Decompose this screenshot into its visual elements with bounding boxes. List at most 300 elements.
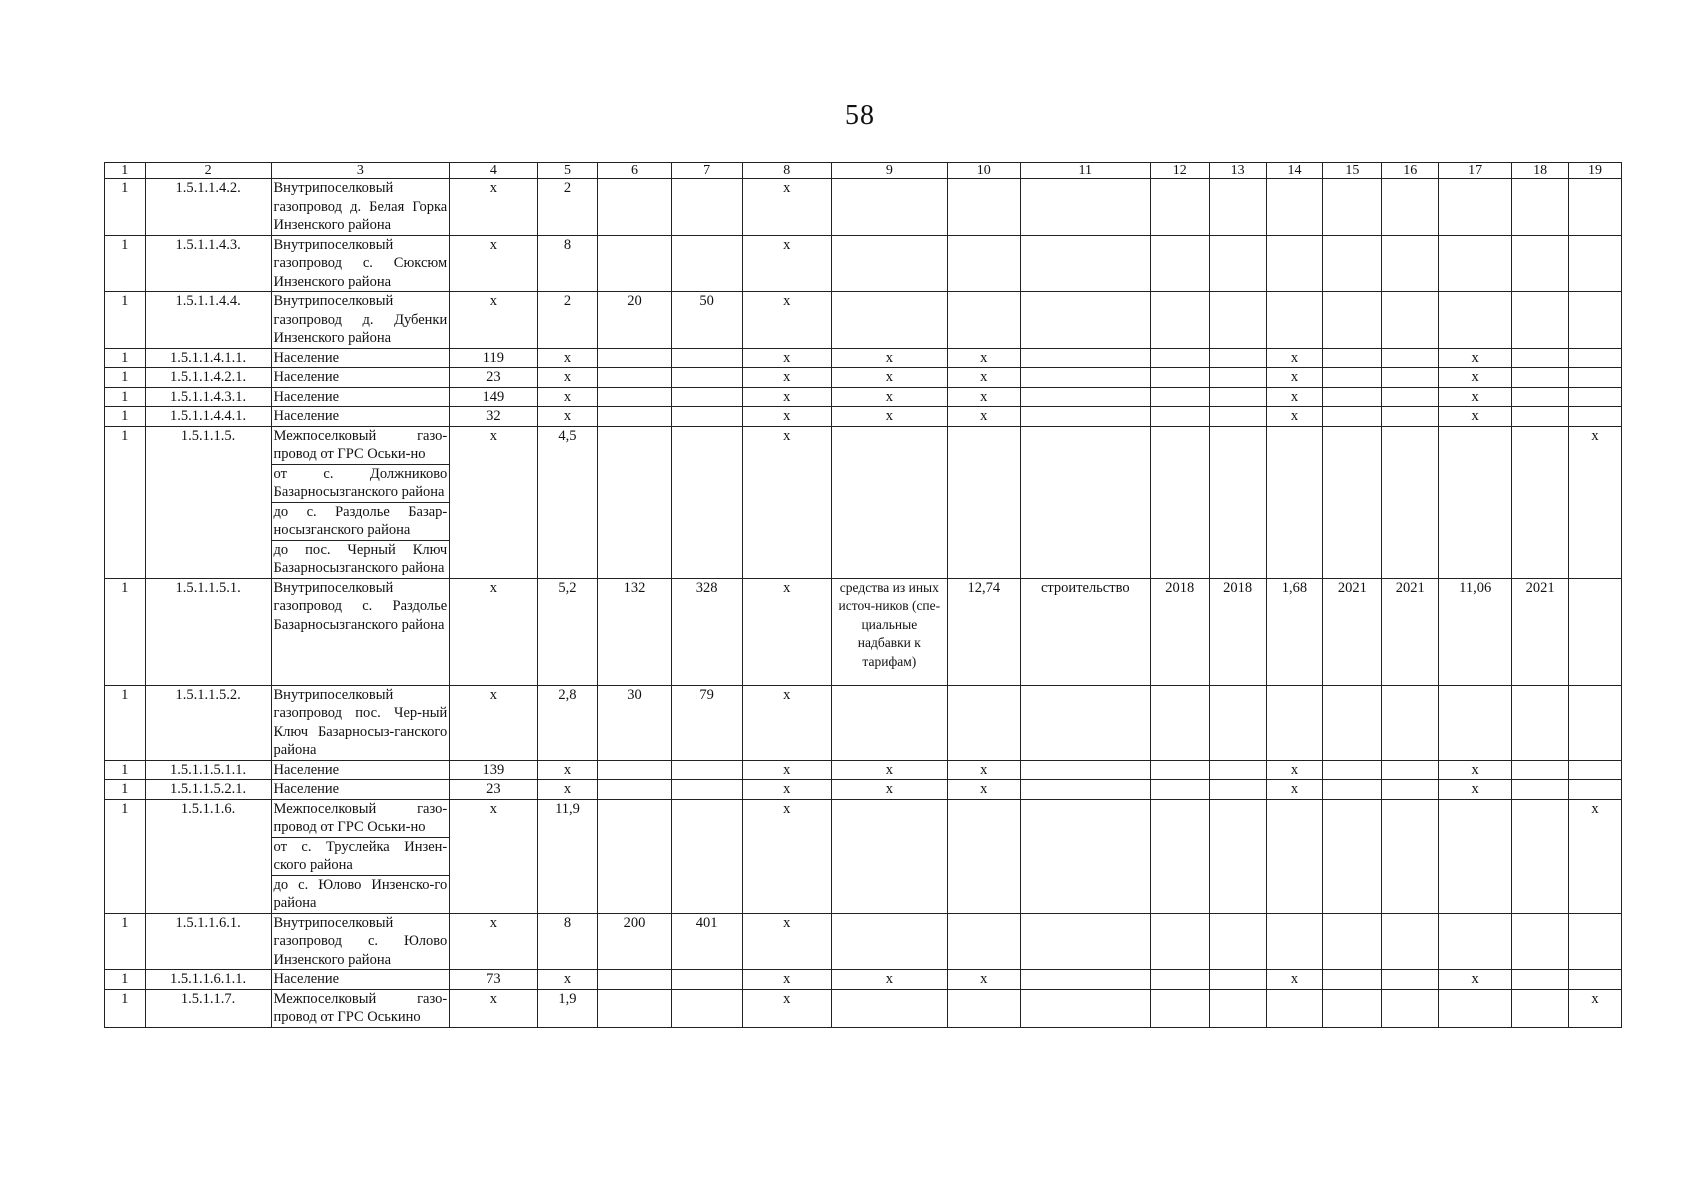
value-cell-col-19: x [1569,989,1622,1027]
value-cell-col-10 [947,685,1020,760]
item-code-cell: 1.5.1.1.7. [145,989,271,1027]
column-number-cell: 5 [537,163,598,179]
value-cell-col-11 [1020,780,1150,800]
column-number-cell: 1 [105,163,146,179]
value-cell-col-10: x [947,387,1020,407]
value-cell-col-8: x [742,348,831,368]
value-cell-col-14: x [1266,970,1323,990]
value-cell-col-16 [1382,407,1439,427]
table-row [105,179,1622,236]
value-cell-col-11 [1020,685,1150,760]
value-cell-col-15 [1323,970,1382,990]
value-cell-col-8: x [742,989,831,1027]
table-row [105,387,1622,407]
value-cell-col-10: x [947,368,1020,388]
column-number-cell: 9 [831,163,947,179]
value-cell-col-18 [1512,989,1569,1027]
item-name-cell: Население [271,368,450,388]
value-cell-col-18 [1512,387,1569,407]
value-cell-col-17: x [1439,387,1512,407]
value-cell-col-17: x [1439,780,1512,800]
value-cell-col-16 [1382,179,1439,236]
column-number-cell: 15 [1323,163,1382,179]
value-cell-col-8: x [742,799,831,913]
value-cell-col-9 [831,292,947,349]
value-cell-col-12 [1150,348,1209,368]
value-cell-col-16 [1382,760,1439,780]
value-cell-col-1: 1 [105,578,146,685]
value-cell-col-8: x [742,179,831,236]
value-cell-col-6: 132 [598,578,671,685]
value-cell-col-12 [1150,407,1209,427]
value-cell-col-8: x [742,913,831,970]
value-cell-col-19 [1569,292,1622,349]
value-cell-col-5: x [537,348,598,368]
value-cell-col-5: x [537,780,598,800]
table-row [105,780,1622,800]
value-cell-col-13 [1209,179,1266,236]
value-cell-col-17: x [1439,407,1512,427]
value-cell-col-19 [1569,578,1622,685]
item-code-cell: 1.5.1.1.5.2. [145,685,271,760]
value-cell-col-13 [1209,235,1266,292]
value-cell-col-16 [1382,989,1439,1027]
value-cell-col-17: x [1439,970,1512,990]
value-cell-col-17 [1439,179,1512,236]
value-cell-col-10 [947,292,1020,349]
table-row [105,799,1622,837]
value-cell-col-9 [831,235,947,292]
value-cell-col-1: 1 [105,407,146,427]
value-cell-col-4: x [450,179,537,236]
value-cell-col-14: x [1266,368,1323,388]
value-cell-col-1: 1 [105,179,146,236]
value-cell-col-19 [1569,179,1622,236]
value-cell-col-7 [671,760,742,780]
value-cell-col-15 [1323,780,1382,800]
value-cell-col-18 [1512,913,1569,970]
value-cell-col-13 [1209,685,1266,760]
value-cell-col-17 [1439,913,1512,970]
value-cell-col-14 [1266,799,1323,913]
item-name-cell: Межпоселковый газо-провод от ГРС Оськино [271,989,450,1027]
value-cell-col-4: 139 [450,760,537,780]
value-cell-col-14: x [1266,780,1323,800]
value-cell-col-18 [1512,426,1569,578]
value-cell-col-13 [1209,348,1266,368]
value-cell-col-15 [1323,235,1382,292]
item-code-cell: 1.5.1.1.4.2.1. [145,368,271,388]
value-cell-col-4: 73 [450,970,537,990]
value-cell-col-5: 11,9 [537,799,598,913]
value-cell-col-11 [1020,913,1150,970]
value-cell-col-8: x [742,578,831,685]
value-cell-col-14 [1266,235,1323,292]
value-cell-col-6 [598,235,671,292]
route-segment-cell: от с. Должниково Базарносызганского района [271,464,450,502]
item-code-cell: 1.5.1.1.5. [145,426,271,578]
value-cell-col-10: x [947,760,1020,780]
value-cell-col-5: 2,8 [537,685,598,760]
value-cell-col-1: 1 [105,799,146,913]
value-cell-col-15 [1323,426,1382,578]
value-cell-col-7 [671,348,742,368]
value-cell-col-12 [1150,780,1209,800]
value-cell-col-7 [671,970,742,990]
column-number-cell: 16 [1382,163,1439,179]
value-cell-col-9 [831,799,947,913]
item-name-cell: Население [271,348,450,368]
value-cell-col-15 [1323,799,1382,913]
value-cell-col-13 [1209,970,1266,990]
value-cell-col-8: x [742,426,831,578]
value-cell-col-17: x [1439,368,1512,388]
table-row [105,407,1622,427]
value-cell-col-7 [671,387,742,407]
item-name-cell: Население [271,760,450,780]
value-cell-col-10 [947,179,1020,236]
value-cell-col-11 [1020,368,1150,388]
value-cell-col-9: x [831,780,947,800]
value-cell-col-18 [1512,179,1569,236]
value-cell-col-18: 2021 [1512,578,1569,685]
value-cell-col-10 [947,426,1020,578]
value-cell-col-9 [831,989,947,1027]
value-cell-col-8: x [742,760,831,780]
value-cell-col-4: x [450,799,537,913]
value-cell-col-13 [1209,760,1266,780]
value-cell-col-10 [947,235,1020,292]
item-code-cell: 1.5.1.1.4.3.1. [145,387,271,407]
value-cell-col-12 [1150,426,1209,578]
value-cell-col-5: 5,2 [537,578,598,685]
value-cell-col-17 [1439,235,1512,292]
value-cell-col-9: x [831,387,947,407]
value-cell-col-5: x [537,970,598,990]
value-cell-col-19 [1569,780,1622,800]
value-cell-col-12 [1150,760,1209,780]
value-cell-col-11 [1020,970,1150,990]
value-cell-col-16 [1382,799,1439,913]
column-number-cell: 4 [450,163,537,179]
column-number-cell: 8 [742,163,831,179]
value-cell-col-8: x [742,387,831,407]
value-cell-col-5: 8 [537,913,598,970]
value-cell-col-12 [1150,989,1209,1027]
value-cell-col-11 [1020,760,1150,780]
value-cell-col-14 [1266,913,1323,970]
item-name-cell: Население [271,387,450,407]
value-cell-col-12 [1150,179,1209,236]
value-cell-col-1: 1 [105,685,146,760]
value-cell-col-4: x [450,426,537,578]
value-cell-col-8: x [742,780,831,800]
value-cell-col-9: x [831,348,947,368]
value-cell-col-18 [1512,760,1569,780]
value-cell-col-14 [1266,426,1323,578]
value-cell-col-7 [671,407,742,427]
value-cell-col-5: 8 [537,235,598,292]
value-cell-col-14: x [1266,387,1323,407]
value-cell-col-4: 23 [450,368,537,388]
value-cell-col-8: x [742,292,831,349]
value-cell-col-12: 2018 [1150,578,1209,685]
value-cell-col-6 [598,780,671,800]
value-cell-col-7 [671,179,742,236]
value-cell-col-6: 30 [598,685,671,760]
table-row [105,578,1622,685]
value-cell-col-16 [1382,292,1439,349]
value-cell-col-6 [598,407,671,427]
value-cell-col-19 [1569,970,1622,990]
column-number-cell: 11 [1020,163,1150,179]
value-cell-col-12 [1150,292,1209,349]
value-cell-col-1: 1 [105,387,146,407]
value-cell-col-19 [1569,368,1622,388]
value-cell-col-9 [831,685,947,760]
value-cell-col-4: x [450,235,537,292]
value-cell-col-12 [1150,799,1209,913]
value-cell-col-8: x [742,368,831,388]
value-cell-col-18 [1512,368,1569,388]
value-cell-col-16 [1382,426,1439,578]
value-cell-col-11 [1020,348,1150,368]
value-cell-col-16 [1382,685,1439,760]
value-cell-col-10: x [947,780,1020,800]
value-cell-col-6 [598,387,671,407]
value-cell-col-15 [1323,760,1382,780]
value-cell-col-16 [1382,368,1439,388]
value-cell-col-7 [671,426,742,578]
table-row [105,426,1622,464]
value-cell-col-13: 2018 [1209,578,1266,685]
value-cell-col-6 [598,179,671,236]
value-cell-col-17: x [1439,348,1512,368]
item-code-cell: 1.5.1.1.4.3. [145,235,271,292]
value-cell-col-10: x [947,970,1020,990]
value-cell-col-6 [598,799,671,913]
value-cell-col-5: x [537,387,598,407]
value-cell-col-6 [598,348,671,368]
item-name-cell: Внутрипоселковый газопровод с. Сюксюм Инзенского района [271,235,450,292]
table-row [105,368,1622,388]
value-cell-col-15 [1323,348,1382,368]
value-cell-col-12 [1150,368,1209,388]
value-cell-col-8: x [742,407,831,427]
value-cell-col-1: 1 [105,913,146,970]
table-row [105,970,1622,990]
value-cell-col-16 [1382,970,1439,990]
item-name-cell: Внутрипоселковый газопровод д. Дубенки Инзенского района [271,292,450,349]
route-segment-cell: до пос. Черный Ключ Базарносызганского района [271,540,450,578]
value-cell-col-6 [598,368,671,388]
column-number-cell: 10 [947,163,1020,179]
value-cell-col-4: 23 [450,780,537,800]
value-cell-col-14 [1266,179,1323,236]
value-cell-col-18 [1512,407,1569,427]
value-cell-col-1: 1 [105,780,146,800]
value-cell-col-19 [1569,760,1622,780]
value-cell-col-14 [1266,989,1323,1027]
value-cell-col-17: x [1439,760,1512,780]
value-cell-col-9: x [831,368,947,388]
item-name-cell: Внутрипоселковый газопровод пос. Чер-ный Ключ Базарносыз-ганского района [271,685,450,760]
item-name-cell: Внутрипоселковый газопровод с. Раздолье Базарносызганского района [271,578,450,685]
column-number-cell: 12 [1150,163,1209,179]
route-segment-cell: до с. Раздолье Базар-носызганского района [271,502,450,540]
item-name-cell: Население [271,780,450,800]
item-code-cell: 1.5.1.1.4.4. [145,292,271,349]
value-cell-col-18 [1512,780,1569,800]
value-cell-col-17 [1439,685,1512,760]
table-row [105,292,1622,349]
value-cell-col-16 [1382,387,1439,407]
value-cell-col-15 [1323,368,1382,388]
value-cell-col-1: 1 [105,235,146,292]
value-cell-col-19 [1569,387,1622,407]
value-cell-col-1: 1 [105,760,146,780]
value-cell-col-6 [598,970,671,990]
value-cell-col-12 [1150,685,1209,760]
value-cell-col-11 [1020,292,1150,349]
value-cell-col-13 [1209,407,1266,427]
value-cell-col-1: 1 [105,970,146,990]
column-number-cell: 2 [145,163,271,179]
value-cell-col-4: 119 [450,348,537,368]
item-code-cell: 1.5.1.1.4.4.1. [145,407,271,427]
item-name-cell: Население [271,407,450,427]
value-cell-col-16: 2021 [1382,578,1439,685]
table-row [105,913,1622,970]
value-cell-col-11 [1020,235,1150,292]
table-row [105,348,1622,368]
item-code-cell: 1.5.1.1.6. [145,799,271,913]
item-code-cell: 1.5.1.1.5.1. [145,578,271,685]
value-cell-col-12 [1150,235,1209,292]
value-cell-col-7 [671,799,742,913]
value-cell-col-5: x [537,760,598,780]
value-cell-col-14: 1,68 [1266,578,1323,685]
value-cell-col-12 [1150,913,1209,970]
value-cell-col-14: x [1266,348,1323,368]
value-cell-col-7: 79 [671,685,742,760]
value-cell-col-8: x [742,235,831,292]
item-code-cell: 1.5.1.1.5.2.1. [145,780,271,800]
value-cell-col-13 [1209,368,1266,388]
value-cell-col-10: 12,74 [947,578,1020,685]
value-cell-col-5: 4,5 [537,426,598,578]
value-cell-col-9: x [831,407,947,427]
value-cell-col-9 [831,179,947,236]
item-code-cell: 1.5.1.1.6.1.1. [145,970,271,990]
value-cell-col-9: x [831,970,947,990]
value-cell-col-15 [1323,179,1382,236]
column-number-row [105,163,1622,179]
value-cell-col-16 [1382,235,1439,292]
value-cell-col-7: 50 [671,292,742,349]
value-cell-col-11 [1020,407,1150,427]
value-cell-col-10: x [947,348,1020,368]
value-cell-col-12 [1150,387,1209,407]
value-cell-col-18 [1512,970,1569,990]
item-code-cell: 1.5.1.1.5.1.1. [145,760,271,780]
value-cell-col-19 [1569,235,1622,292]
value-cell-col-14: x [1266,760,1323,780]
value-cell-col-14: x [1266,407,1323,427]
value-cell-col-7 [671,235,742,292]
value-cell-col-4: 32 [450,407,537,427]
value-cell-col-9 [831,913,947,970]
value-cell-col-10: x [947,407,1020,427]
value-cell-col-9 [831,426,947,578]
value-cell-col-13 [1209,780,1266,800]
value-cell-col-11 [1020,989,1150,1027]
value-cell-col-13 [1209,799,1266,913]
page-number: 58 [845,100,875,131]
item-code-cell: 1.5.1.1.6.1. [145,913,271,970]
value-cell-col-1: 1 [105,348,146,368]
value-cell-col-13 [1209,913,1266,970]
value-cell-col-5: x [537,407,598,427]
value-cell-col-9: средства из иных источ-ников (спе-циальные надбавки к тарифам) [831,578,947,685]
value-cell-col-18 [1512,799,1569,913]
value-cell-col-13 [1209,426,1266,578]
value-cell-col-7: 401 [671,913,742,970]
item-name-cell: Внутрипоселковый газопровод с. Юлово Инзенского района [271,913,450,970]
value-cell-col-7: 328 [671,578,742,685]
value-cell-col-1: 1 [105,368,146,388]
column-number-cell: 3 [271,163,450,179]
value-cell-col-5: 2 [537,292,598,349]
column-number-cell: 18 [1512,163,1569,179]
value-cell-col-15 [1323,913,1382,970]
table-row [105,989,1622,1027]
value-cell-col-5: x [537,368,598,388]
value-cell-col-17 [1439,989,1512,1027]
value-cell-col-15 [1323,407,1382,427]
item-name-cell: Межпоселковый газо-провод от ГРС Оськи-но [271,426,450,464]
value-cell-col-5: 2 [537,179,598,236]
value-cell-col-18 [1512,685,1569,760]
value-cell-col-19 [1569,407,1622,427]
data-table [104,162,1622,1028]
item-code-cell: 1.5.1.1.4.2. [145,179,271,236]
table-row [105,685,1622,760]
value-cell-col-1: 1 [105,292,146,349]
value-cell-col-16 [1382,913,1439,970]
value-cell-col-10 [947,989,1020,1027]
value-cell-col-11 [1020,387,1150,407]
value-cell-col-14 [1266,292,1323,349]
value-cell-col-16 [1382,348,1439,368]
value-cell-col-18 [1512,292,1569,349]
column-number-cell: 7 [671,163,742,179]
value-cell-col-1: 1 [105,426,146,578]
value-cell-col-18 [1512,348,1569,368]
column-number-cell: 13 [1209,163,1266,179]
value-cell-col-6 [598,760,671,780]
value-cell-col-4: x [450,685,537,760]
table-row [105,235,1622,292]
value-cell-col-11 [1020,179,1150,236]
value-cell-col-8: x [742,970,831,990]
value-cell-col-1: 1 [105,989,146,1027]
value-cell-col-9: x [831,760,947,780]
table-row [105,760,1622,780]
value-cell-col-19: x [1569,426,1622,578]
value-cell-col-8: x [742,685,831,760]
value-cell-col-19: x [1569,799,1622,913]
